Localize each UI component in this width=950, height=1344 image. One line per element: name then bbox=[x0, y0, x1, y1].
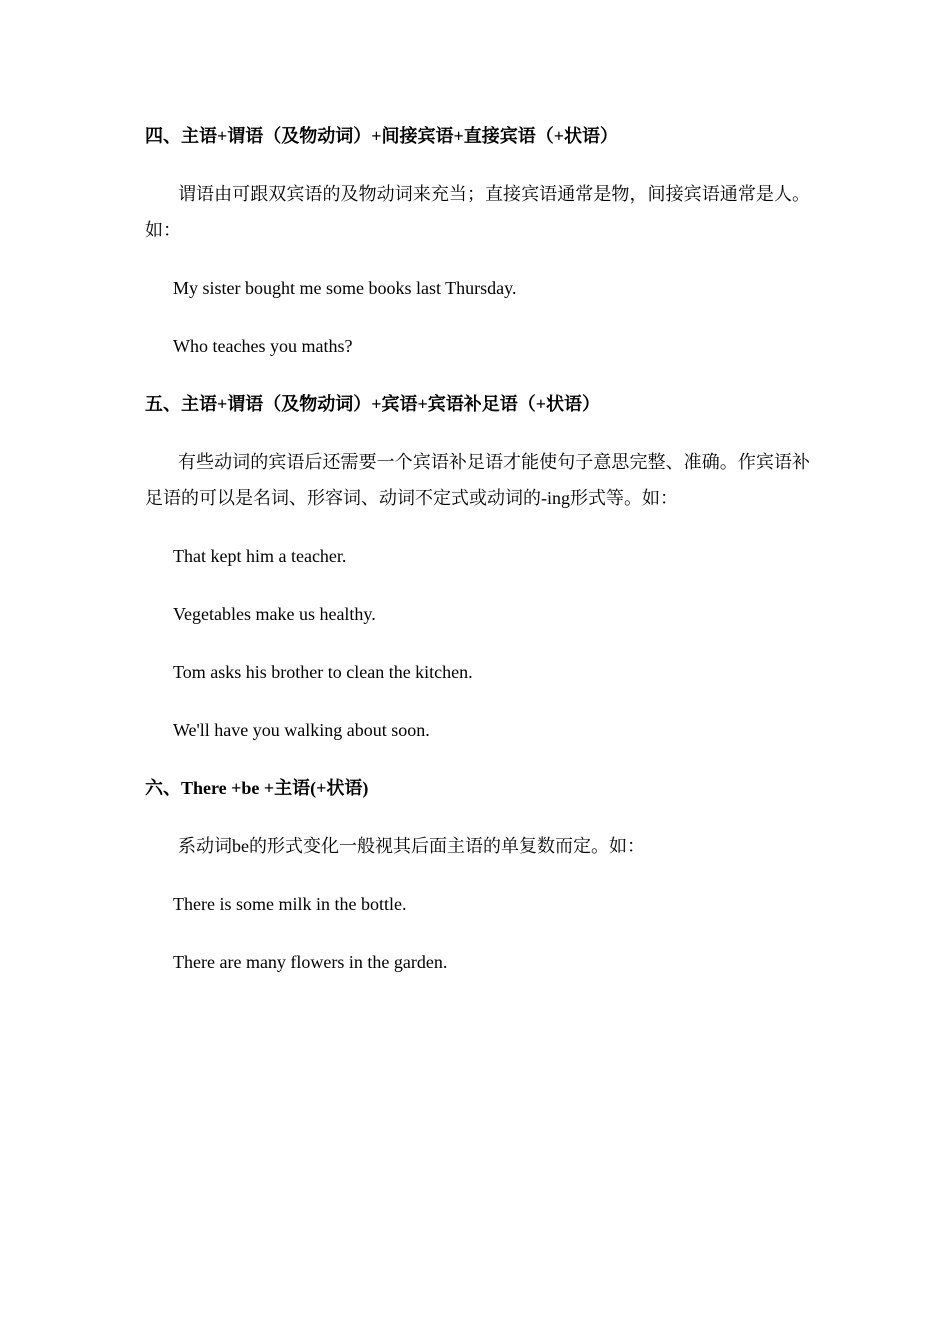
example-sentence: My sister bought me some books last Thursday. bbox=[173, 278, 517, 298]
example-sentence: Vegetables make us healthy. bbox=[173, 604, 376, 624]
section-heading-6: 六、There +be +主语(+状语) bbox=[145, 778, 369, 798]
example-sentence: That kept him a teacher. bbox=[173, 546, 347, 566]
example-sentence: There are many flowers in the garden. bbox=[173, 952, 448, 972]
section-paragraph-6: 系动词be的形式变化一般视其后面主语的单复数而定。如： bbox=[178, 836, 645, 856]
document-page bbox=[145, 118, 810, 1002]
example-sentence: Tom asks his brother to clean the kitchen. bbox=[173, 662, 473, 682]
example-sentence: Who teaches you maths? bbox=[173, 336, 353, 356]
section-paragraph-4: 谓语由可跟双宾语的及物动词来充当；直接宾语通常是物，间接宾语通常是人。如： bbox=[145, 184, 810, 240]
example-sentence: There is some milk in the bottle. bbox=[173, 894, 407, 914]
example-sentence: We'll have you walking about soon. bbox=[173, 720, 430, 740]
section-heading-5: 五、主语+谓语（及物动词）+宾语+宾语补足语（+状语） bbox=[145, 394, 601, 414]
section-paragraph-5: 有些动词的宾语后还需要一个宾语补足语才能使句子意思完整、准确。作宾语补足语的可以是名词、形容词、动词不定式或动词的-ing形式等。如： bbox=[145, 452, 810, 508]
section-heading-4: 四、主语+谓语（及物动词）+间接宾语+直接宾语（+状语） bbox=[145, 126, 619, 146]
